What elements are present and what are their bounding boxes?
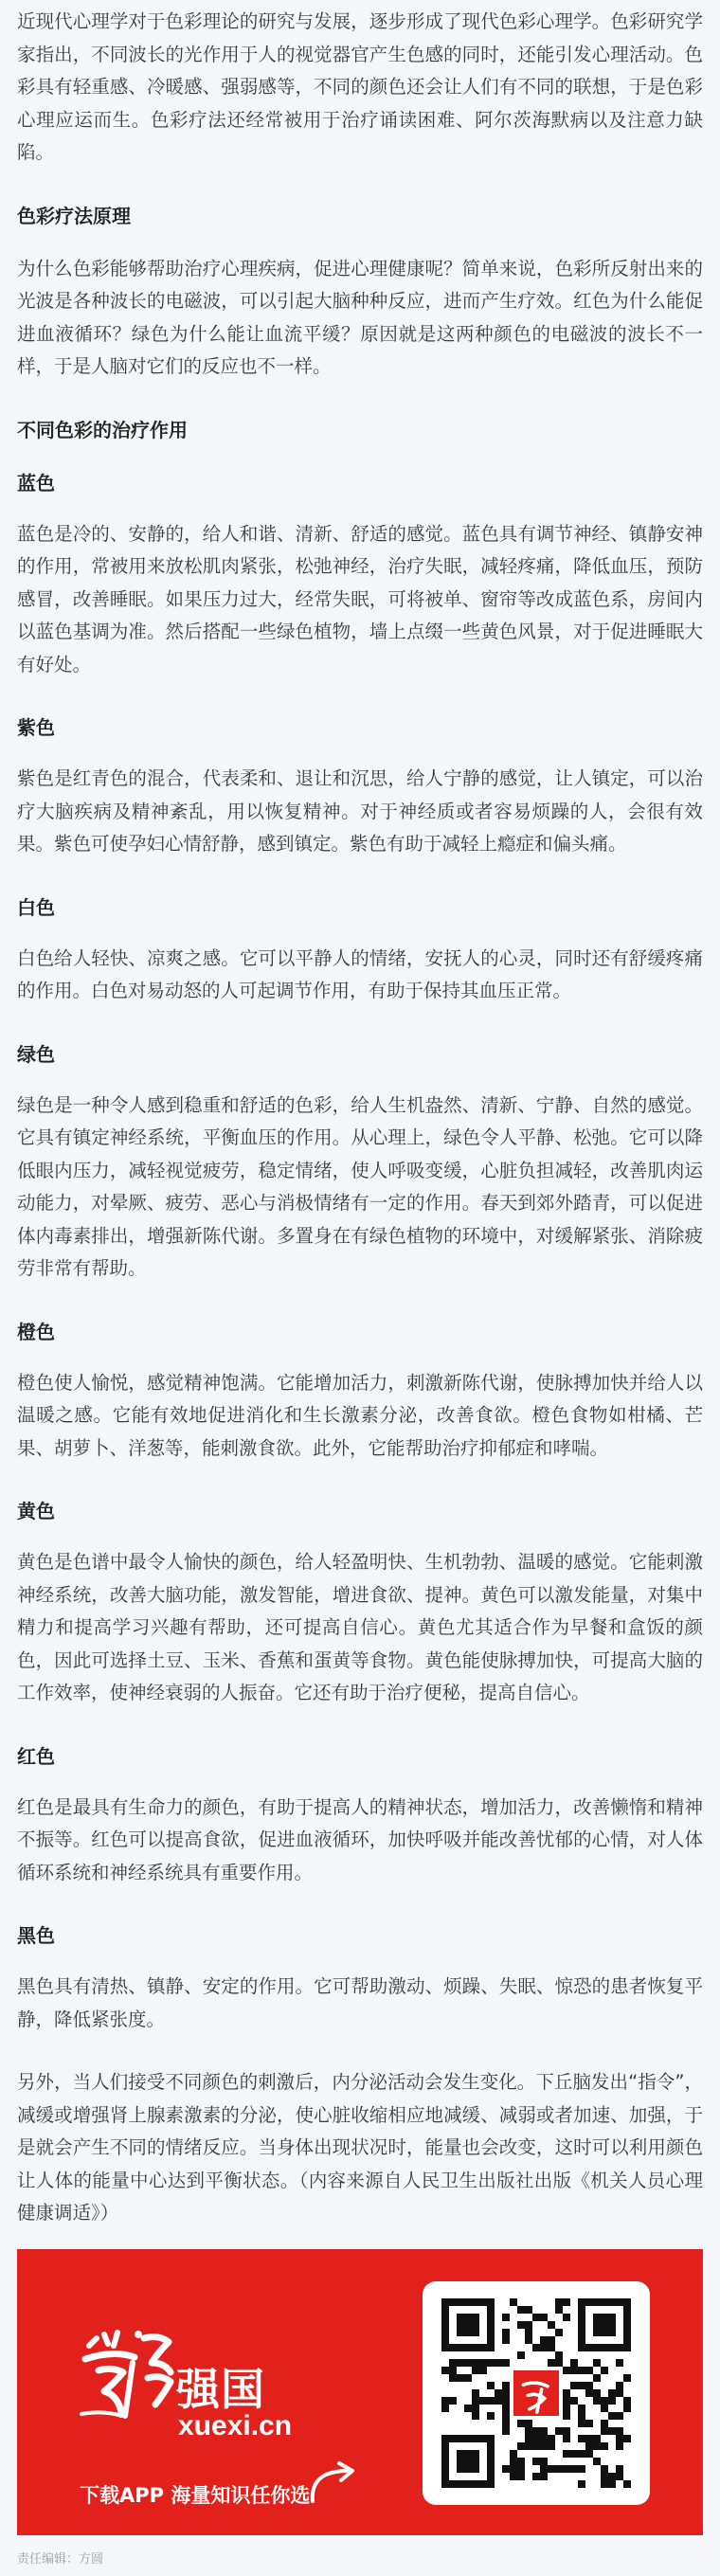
color-paragraph-green: 绿色是一种令人感到稳重和舒适的色彩，给人生机盎然、清新、宁静、自然的感觉。它具有镇定神经系统，平衡血压的作用。从心理上，绿色令人平静、松弛。它可以降低眼内压力，减轻视觉疲劳，稳定情绪，使人呼吸变缓，心脏负担减轻，改善肌肉运动能力，对晕厥、疲劳、恶心与消极情绪有一定的作用。春天到郊外踏青，可以促进体内毒素排出，增强新陈代谢。多置身在有绿色植物的环境中，对缓解紧张、消除疲劳非常有帮助。 (17, 1093, 703, 1279)
color-heading-red: 红色 (17, 1744, 55, 1768)
color-heading-black: 黑色 (17, 1924, 55, 1947)
color-paragraph-purple: 紫色是红青色的混合，代表柔和、退让和沉思，给人宁静的感觉，让人镇定，可以治疗大脑疾病及精神紊乱，用以恢复精神。对于神经质或者容易烦躁的人，会很有效果。紫色可使孕妇心情舒静，感到镇定。紫色有助于减轻上瘾症和偏头痛。 (17, 767, 703, 855)
color-paragraph-orange: 橙色使人愉悦，感觉精神饱满。它能增加活力，刺激新陈代谢，使脉搏加快并给人以温暖之感。它能有效地促进消化和生长激素分泌，改善食欲。橙色食物如柑橘、芒果、胡萝卜、洋葱等，能刺激食欲。此外，它能帮助治疗抑郁症和哮喘。 (17, 1371, 703, 1459)
intro-paragraph: 近现代心理学对于色彩理论的研究与发展，逐步形成了现代色彩心理学。色彩研究学家指出，不同波长的光作用于人的视觉器官产生色感的同时，还能引发心理活动。色彩具有轻重感、冷暖感、强弱感等，不同的颜色还会让人们有不同的联想，于是色彩心理应运而生。色彩疗法还经常被用于治疗诵读困难、阿尔茨海默病以及注意力缺陷。 (17, 10, 703, 163)
app-download-banner[interactable] (17, 2249, 703, 2535)
principle-paragraph: 为什么色彩能够帮助治疗心理疾病，促进心理健康呢？简单来说，色彩所反射出来的光波是各种波长的电磁波，可以引起大脑种种反应，进而产生疗效。红色为什么能促进血液循环？绿色为什么能让血流平缓？原因就是这两种颜色的电磁波的波长不一样，于是人脑对它们的反应也不一样。 (17, 257, 703, 377)
color-heading-blue: 蓝色 (17, 471, 55, 495)
closing-paragraph: 另外，当人们接受不同颜色的刺激后，内分泌活动会发生变化。下丘脑发出“指令”，减缓或增强肾上腺素激素的分泌，使心脏收缩相应地减缓、减弱或者加速、加强，于是就会产生不同的情绪反应。当身体出现状况时，能量也会改变，这时可以利用颜色让人体的能量中心达到平衡状态。（内容来源自人民卫生出版社出版《机关人员心理健康调适》） (17, 2071, 703, 2224)
color-heading-orange: 橙色 (17, 1320, 55, 1343)
color-paragraph-black: 黑色具有清热、镇静、安定的作用。它可帮助激动、烦躁、失眠、惊恐的患者恢复平静，降低紧张度。 (17, 1975, 703, 2030)
color-paragraph-white: 白色给人轻快、凉爽之感。它可以平静人的情绪，安抚人的心灵，同时还有舒缓疼痛的作用。白色对易动怒的人可起调节作用，有助于保持其血压正常。 (17, 946, 703, 1001)
color-heading-purple: 紫色 (17, 716, 55, 739)
color-heading-green: 绿色 (17, 1042, 55, 1066)
principle-heading: 色彩疗法原理 (17, 204, 131, 227)
color-heading-yellow: 黄色 (17, 1500, 55, 1522)
curved-arrow-icon (307, 2459, 358, 2507)
banner-slogan: 下载APP 海量知识任你选 (80, 2483, 311, 2507)
color-heading-white: 白色 (17, 895, 55, 919)
color-paragraph-blue: 蓝色是冷的、安静的，给人和谐、清新、舒适的感觉。蓝色具有调节神经、镇静安神的作用，常被用来放松肌肉紧张，松弛神经，治疗失眠，减轻疼痛，降低血压，预防感冒，改善睡眠。如果压力过大，经常失眠，可将被单、窗帘等改成蓝色系，房间内以蓝色基调为准。然后搭配一些绿色植物，墙上点缀一些黄色风景，对于促进睡眠大有好处。 (17, 522, 703, 676)
color-paragraph-red: 红色是最具有生命力的颜色，有助于提高人的精神状态，增加活力，改善懒惰和精神不振等。红色可以提高食欲，促进血液循环，加快呼吸并能改善忧郁的心情，对人体循环系统和神经系统具有重要作用。 (17, 1795, 703, 1883)
qr-card[interactable] (423, 2281, 650, 2505)
color-paragraph-yellow: 黄色是色谱中最令人愉快的颜色，给人轻盈明快、生机勃勃、温暖的感觉。它能刺激神经系统，改善大脑功能，激发智能，增进食欲、提神。黄色可以激发能量，对集中精力和提高学习兴趣有帮助，还可提高自信心。黄色尤其适合作为早餐和盒饭的颜色，因此可选择土豆、玉米、香蕉和蛋黄等食物。黄色能使脉搏加快，可提高大脑的工作效率，使神经衰弱的人振奋。它还有助于治疗便秘，提高自信心。 (17, 1551, 703, 1703)
editor-credit: 责任编辑：方圆 (17, 2551, 104, 2567)
banner-domain: xuexi.cn (178, 2409, 293, 2441)
qr-code-icon[interactable] (441, 2298, 631, 2488)
effects-heading: 不同色彩的治疗作用 (17, 418, 188, 441)
banner-brand: 强国 (176, 2363, 265, 2415)
